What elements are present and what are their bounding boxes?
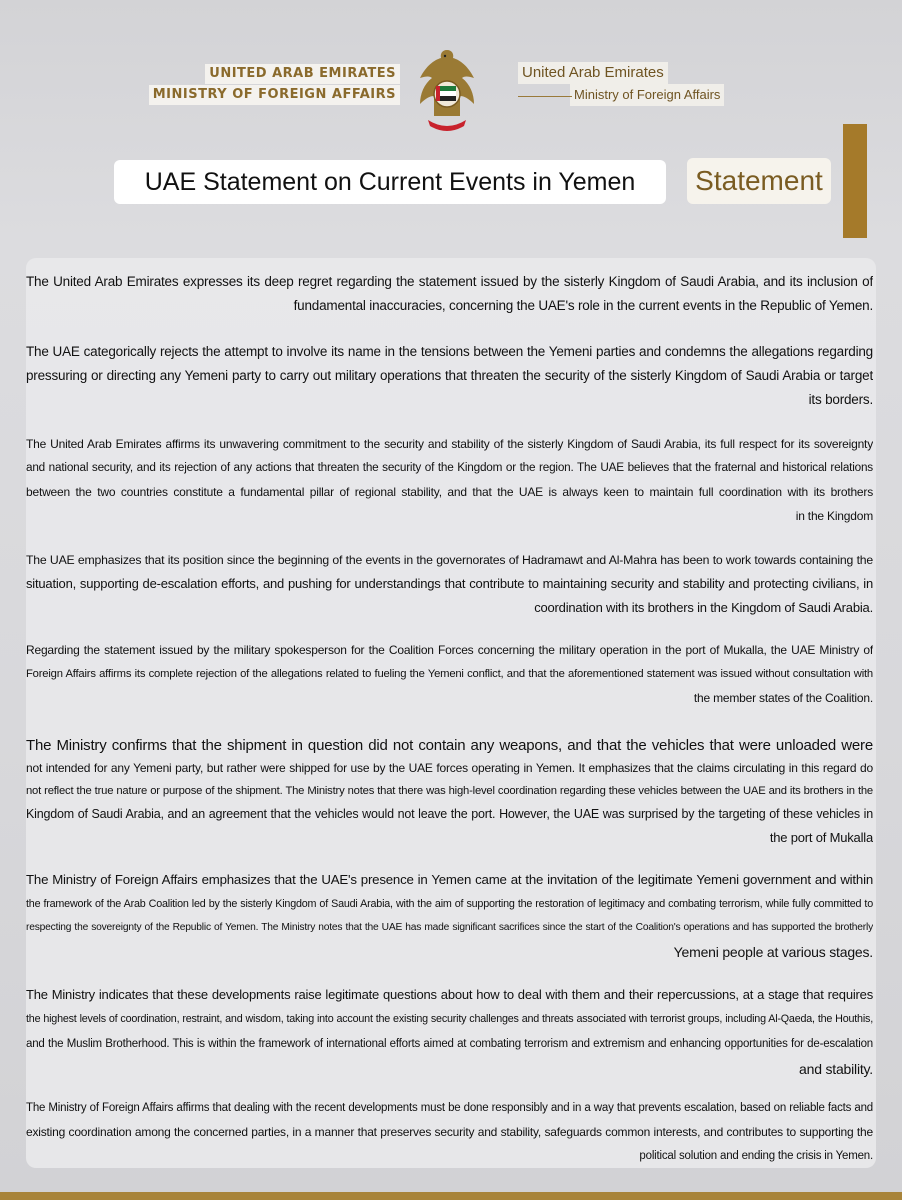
paragraph-line: Kingdom of Saudi Arabia, and an agreement that the vehicles would not leave the port. However, the UAE was surprised by the targeting of these vehicles in: [26, 807, 873, 821]
paragraph-3: [26, 432, 873, 528]
paragraph-line: not reflect the true nature or purpose of the shipment. The Ministry notes that there was high-level coordination regarding these vehicles between the UAE and its brothers in the: [26, 785, 873, 797]
paragraph-line: pressuring or directing any Yemeni party to carry out military operations that threaten the security of the sisterly Kingdom of Saudi Arabia or target: [26, 368, 873, 383]
paragraph-line: The Ministry confirms that the shipment in question did not contain any weapons, and that the vehicles that were unloaded were: [26, 737, 873, 754]
paragraph-line: the port of Mukalla: [769, 830, 873, 845]
header-rule: [518, 96, 572, 97]
paragraph-line: its borders.: [808, 392, 873, 407]
paragraph-line: and the Muslim Brotherhood. This is within the framework of international efforts aimed at combating terrorism and extremism and enhancing opportunities for de-escalation: [26, 1038, 873, 1050]
paragraph-line: The Ministry of Foreign Affairs emphasizes that the UAE's presence in Yemen came at the invitation of the legitimate Yemeni government and within: [26, 872, 873, 887]
paragraph-line: Yemeni people at various stages.: [673, 944, 873, 960]
paragraph-8: [26, 982, 873, 1082]
paragraph-line: The UAE categorically rejects the attempt to involve its name in the tensions between the Yemeni parties and condemns the allegations regarding: [26, 344, 873, 359]
footer-accent-bar: [0, 1192, 902, 1200]
paragraph-4: [26, 548, 873, 620]
paragraph-line: The Ministry indicates that these developments raise legitimate questions about how to deal with them and their repercussions, at a stage that requires: [26, 987, 873, 1002]
paragraph-line: respecting the sovereignty of the Republic of Yemen. The Ministry notes that the UAE has made significant sacrifices since the start of the Coalition's operations and has supported the brotherly: [26, 922, 873, 933]
ministry-name-secondary: [518, 62, 724, 106]
paragraph-line: the member states of the Coalition.: [693, 691, 873, 705]
paragraph-line: The United Arab Emirates expresses its deep regret regarding the statement issued by the sisterly Kingdom of Saudi Arabia, and its inclusion of: [26, 274, 873, 289]
paragraph-2: [26, 340, 873, 412]
paragraph-7: [26, 868, 873, 964]
paragraph-line: and stability.: [799, 1061, 873, 1077]
paragraph-line: The UAE emphasizes that its position since the beginning of the events in the governorates of Hadramawt and Al-Mahra has been to work towards containing the: [26, 553, 873, 567]
paragraph-9: [26, 1096, 873, 1168]
paragraph-line: Regarding the statement issued by the military spokesperson for the Coalition Forces concerning the military operation in the port of Mukalla, the UAE Ministry of: [26, 643, 873, 657]
paragraph-line: between the two countries constitute a fundamental pillar of regional stability, and that the UAE is always keen to maintain full coordination with its brothers: [26, 485, 873, 499]
paragraph-line: political solution and ending the crisis in Yemen.: [639, 1150, 873, 1162]
page-title: UAE Statement on Current Events in Yemen: [114, 160, 666, 204]
paragraph-line: fundamental inaccuracies, concerning the UAE's role in the current events in the Republic of Yemen.: [293, 298, 873, 313]
paragraph-5: [26, 638, 873, 710]
ministry-name-en-line2: MINISTRY OF FOREIGN AFFAIRS: [149, 85, 400, 105]
paragraph-1: [26, 270, 873, 318]
paragraph-line: the framework of the Arab Coalition led by the sisterly Kingdom of Saudi Arabia, with the aim of supporting the restoration of legitimacy and combating terrorism, while fully committed to: [26, 898, 873, 910]
statement-badge: Statement: [687, 158, 831, 204]
letterhead: [0, 0, 902, 140]
uae-falcon-emblem-icon: [412, 44, 482, 134]
paragraph-line: situation, supporting de-escalation efforts, and pushing for understandings that contribute to maintaining security and stability and protecting civilians, in: [26, 576, 873, 591]
badge-accent-bar: [843, 124, 867, 238]
paragraph-line: the highest levels of coordination, restraint, and wisdom, taking into account the existing security challenges and threats associated with terrorist groups, including Al-Qaeda, the Houthis,: [26, 1013, 873, 1025]
ministry-name-secondary-line2: Ministry of Foreign Affairs: [570, 84, 724, 106]
paragraph-line: in the Kingdom: [795, 509, 873, 523]
paragraph-6: [26, 734, 873, 849]
ministry-name-secondary-line1: United Arab Emirates: [518, 62, 668, 84]
paragraph-line: The Ministry of Foreign Affairs affirms that dealing with the recent developments must be done responsibly and in a way that prevents escalation, based on reliable facts and: [26, 1102, 873, 1114]
paragraph-line: and national security, and its rejection of any actions that threaten the security of the Kingdom or the region. The UAE believes that the fraternal and historical relations: [26, 461, 873, 474]
paragraph-line: existing coordination among the concerned parties, in a manner that preserves security and stability, safeguards common interests, and contributes to supporting the: [26, 1125, 873, 1139]
ministry-name-en: [149, 64, 400, 106]
paragraph-line: Foreign Affairs affirms its complete rejection of the allegations related to fueling the Yemeni conflict, and that the aforementioned statement was issued without consultation with: [26, 668, 873, 680]
ministry-name-en-line1: UNITED ARAB EMIRATES: [205, 64, 400, 84]
paragraph-line: The United Arab Emirates affirms its unwavering commitment to the security and stability of the sisterly Kingdom of Saudi Arabia, its full respect for its sovereignty: [26, 437, 873, 451]
paragraph-line: not intended for any Yemeni party, but rather were shipped for use by the UAE forces operating in Yemen. It emphasizes that the claims circulating in this regard do: [26, 761, 873, 775]
paragraph-line: coordination with its brothers in the Kingdom of Saudi Arabia.: [534, 600, 873, 615]
